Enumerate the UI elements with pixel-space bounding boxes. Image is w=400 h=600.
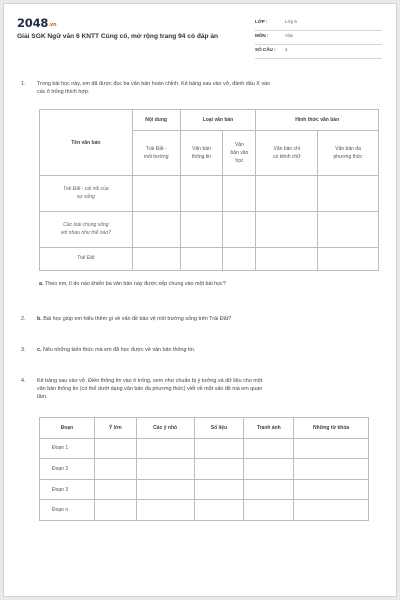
column-header-literary [223,131,256,176]
table-cell [94,479,136,500]
table-row [40,479,369,500]
header-line: Văn bản đa [335,146,361,152]
question-1a [39,280,379,289]
meta-subject-label: MÔN : [255,33,269,38]
question-3 [21,346,381,355]
table-cell [194,479,244,500]
sub-question-text: Theo em, lí do nào khiến ba văn bản này được xếp chung vào một bài học? [44,281,226,287]
document-header [17,14,382,64]
table-cell [223,176,256,212]
table-header-row [40,418,369,439]
row-label: Đoạn n [40,500,95,521]
header-line: Văn bản [192,146,211,152]
row-title-line: Trái Đất - cái nôi của [62,186,109,192]
row-label: Đoạn 3 [40,479,95,500]
header-line: Trái Đất - [145,146,167,152]
table-cell [180,212,223,248]
column-group-form: Hình thức văn bản [256,110,379,131]
table-cell [136,438,194,459]
row-label: Đoạn 1 [40,438,95,459]
table-row [40,212,379,248]
question-body: Nêu những kiến thức mà em đã học được về văn bản thông tin. [43,347,196,353]
question-line-2: văn bản thông tin (có thể dưới dạng văn bản đa phương thức) viết về một vấn đề mà em quan [37,386,263,393]
table-cell [318,248,379,271]
row-title [40,248,133,271]
question-number: 2. [21,316,26,322]
column-header-earth-environment [132,131,180,176]
logo-suffix: .vn [48,22,57,28]
table-row [40,500,369,521]
table-cell [136,459,194,480]
table-cell [244,459,294,480]
table-cell [180,176,223,212]
question-1 [21,80,381,100]
meta-info [255,17,382,59]
table-cell [136,500,194,521]
table-cell [180,248,223,271]
column-header-keywords: Những từ khóa [294,418,369,439]
meta-subject-value: Văn [285,33,294,38]
sub-question-label: b. [37,316,42,322]
table-cell [132,176,180,212]
question-text [37,377,381,402]
question-line-1: Kẻ bảng sau vào vở. Điền thông tin vào ô trống, xem như chuẩn bị ý tưởng và dữ liệu cho một [37,378,263,384]
row-title-line: Trái Đất [77,255,95,262]
question-number: 3. [21,347,26,353]
table-row [40,459,369,480]
question-text [37,315,381,323]
table-cell [194,500,244,521]
column-header-sub-ideas: Các ý nhỏ [136,418,194,439]
header-line: Văn [234,142,244,148]
table-cell [94,500,136,521]
column-header-multimodal [318,131,379,176]
row-title-line: Các loài chung sống [63,222,109,228]
column-group-content: Nội dung [132,110,180,131]
header-line: thông tin [191,154,212,160]
table-cell [244,479,294,500]
column-header-name: Tên văn bản [40,110,133,176]
table-cell [223,212,256,248]
table-cell [318,176,379,212]
header-line: học [235,158,244,164]
table-row [40,248,379,271]
question-text [37,346,381,354]
question-number: 4. [21,378,26,384]
header-line: phương thức [333,154,363,160]
meta-count-label: SỐ CÂU : [255,47,276,52]
column-header-images: Tranh ảnh [244,418,294,439]
table-cell [194,438,244,459]
table-cell [256,248,318,271]
table-cell [256,176,318,212]
table-cell [132,212,180,248]
table-cell [294,479,369,500]
table-cell [223,248,256,271]
table-cell [132,248,180,271]
table-cell [256,212,318,248]
logo-text: 2048 [17,16,49,30]
table-cell [244,438,294,459]
question-4 [21,377,381,405]
question-line-2: các ô trống thích hợp. [37,89,90,96]
table-cell [136,479,194,500]
sub-question-label: c. [37,347,42,353]
question-number: 1. [21,81,26,87]
question-line-3: tâm. [37,394,48,401]
page-title: Giải SGK Ngữ văn 6 KNTT Củng cố, mở rộng trang 94 có đáp án [17,33,219,40]
question-line-1: Trong bài học này, em đã được đọc ba văn bản hoàn chỉnh. Kẻ bảng sau vào vở, đánh dấu X vào [37,81,271,87]
header-line: Văn bản chỉ [273,146,300,152]
meta-subject-row [255,31,382,45]
row-title [40,176,133,212]
column-header-informational [180,131,223,176]
text-classification-table [39,109,379,271]
table-cell [294,438,369,459]
meta-class-label: LỚP : [255,19,268,24]
meta-count-value: 4 [285,47,288,52]
question-body: Bài học giúp em hiểu thêm gì về vấn đề bảo vệ môi trường sống trên Trái Đất? [43,316,232,322]
table-cell [194,459,244,480]
table-cell [318,212,379,248]
row-title-line: sự sống [76,193,95,200]
column-header-text-only [256,131,318,176]
table-row [40,176,379,212]
table-cell [244,500,294,521]
row-title [40,212,133,248]
table-cell [94,438,136,459]
meta-count-row [255,45,382,59]
column-group-type: Loại văn bản [180,110,256,131]
column-header-paragraph: Đoạn [40,418,95,439]
header-line: môi trường [143,154,169,160]
question-2 [21,315,381,324]
meta-class-value: Lớp 6 [285,19,297,24]
table-cell [94,459,136,480]
column-header-main-idea: Ý lớn [94,418,136,439]
row-label: Đoạn 2 [40,459,95,480]
sub-question-label: a. [39,281,44,287]
row-title-line: với nhau như thế nào? [60,229,111,236]
site-logo[interactable] [17,16,56,30]
header-line: có kênh chữ [272,154,301,160]
planning-table [39,417,369,521]
table-row [40,438,369,459]
header-line: bản văn [230,150,249,156]
table-cell [294,459,369,480]
column-header-figures: Số liệu [194,418,244,439]
table-cell [294,500,369,521]
question-text [37,80,381,96]
meta-class-row [255,17,382,31]
